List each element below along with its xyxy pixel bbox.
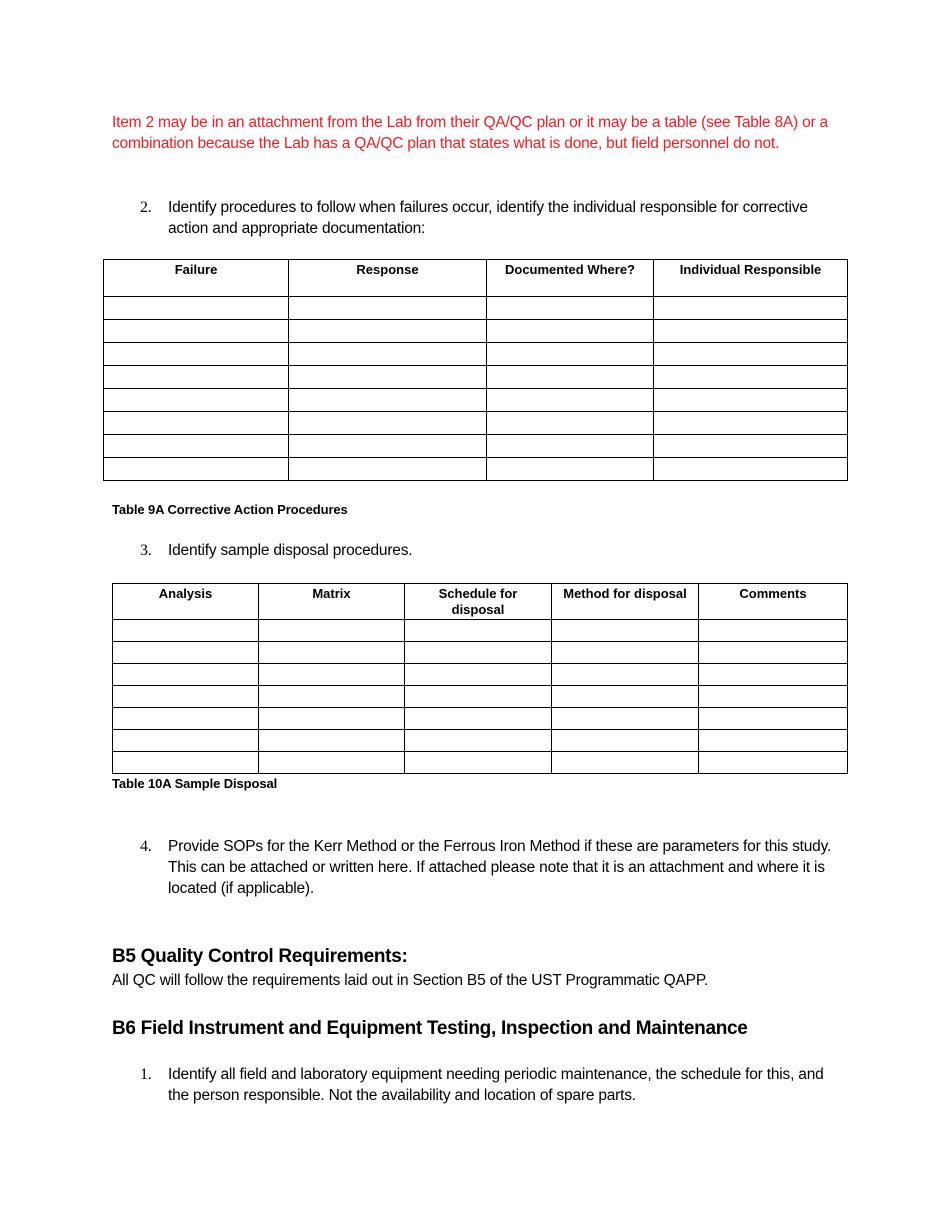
table-header: Individual Responsible — [654, 260, 848, 297]
table-row — [104, 412, 848, 435]
table-cell[interactable] — [259, 664, 405, 686]
table-cell[interactable] — [289, 366, 487, 389]
table-cell[interactable] — [104, 458, 289, 481]
table-row — [104, 343, 848, 366]
table-cell[interactable] — [113, 708, 259, 730]
list-text: Identify procedures to follow when failures occur, identify the individual responsible for corrective action and appropriate documentation: — [168, 199, 808, 237]
table-cell[interactable] — [487, 320, 654, 343]
instruction-note: Item 2 may be in an attachment from the Lab from their QA/QC plan or it may be a table (see Table 8A) or a combination because the Lab has a QA/QC plan that states what is done, but field personnel do not. — [112, 114, 828, 152]
table-row — [113, 642, 848, 664]
table-row — [113, 752, 848, 774]
list-number: 2. — [140, 199, 152, 216]
list-item-1 — [140, 1064, 840, 1106]
table-row — [104, 297, 848, 320]
table-cell[interactable] — [654, 435, 848, 458]
table-cell[interactable] — [405, 752, 552, 774]
table-cell[interactable] — [552, 686, 699, 708]
table-cell[interactable] — [113, 620, 259, 642]
table-cell[interactable] — [289, 412, 487, 435]
table-cell[interactable] — [113, 664, 259, 686]
list-text: Identify all field and laboratory equipment needing periodic maintenance, the schedule for this, and the person responsible. Not the availability and location of spare parts. — [168, 1066, 824, 1104]
section-heading-b6: B6 Field Instrument and Equipment Testing, Inspection and Maintenance — [112, 1018, 748, 1039]
table-cell[interactable] — [104, 435, 289, 458]
table-cell[interactable] — [113, 752, 259, 774]
table-cell[interactable] — [552, 752, 699, 774]
table-caption: Table 10A Sample Disposal — [112, 776, 278, 791]
corrective-action-table — [103, 259, 848, 481]
table-cell[interactable] — [104, 412, 289, 435]
table-cell[interactable] — [654, 343, 848, 366]
table-cell[interactable] — [259, 642, 405, 664]
table-row — [104, 320, 848, 343]
list-item-2 — [140, 197, 840, 239]
table-cell[interactable] — [104, 389, 289, 412]
list-number: 3. — [140, 542, 152, 559]
list-text: Provide SOPs for the Kerr Method or the Ferrous Iron Method if these are parameters for this study. This can be attached or written here. If attached please note that it is an attachment and where it is located (if applicable). — [168, 838, 832, 897]
table-cell[interactable] — [113, 642, 259, 664]
table-cell[interactable] — [699, 642, 848, 664]
table-row — [113, 664, 848, 686]
table-cell[interactable] — [104, 343, 289, 366]
table-cell[interactable] — [405, 664, 552, 686]
table-row — [113, 686, 848, 708]
table-cell[interactable] — [699, 664, 848, 686]
table-cell[interactable] — [487, 458, 654, 481]
list-item-4 — [140, 836, 840, 899]
table-cell[interactable] — [654, 412, 848, 435]
section-heading-b5: B5 Quality Control Requirements: — [112, 946, 408, 967]
table-header: Failure — [104, 260, 289, 297]
table-caption: Table 9A Corrective Action Procedures — [112, 502, 348, 517]
table-row — [104, 366, 848, 389]
table-cell[interactable] — [487, 412, 654, 435]
table-cell[interactable] — [654, 458, 848, 481]
table-cell[interactable] — [699, 708, 848, 730]
table-cell[interactable] — [552, 664, 699, 686]
table-cell[interactable] — [104, 320, 289, 343]
table-cell[interactable] — [113, 686, 259, 708]
table-cell[interactable] — [552, 708, 699, 730]
table-header: Method for disposal — [552, 584, 699, 620]
sample-disposal-table — [112, 583, 848, 774]
table-header: Analysis — [113, 584, 259, 620]
table-cell[interactable] — [487, 343, 654, 366]
table-cell[interactable] — [104, 297, 289, 320]
table-cell[interactable] — [487, 366, 654, 389]
list-number: 4. — [140, 838, 152, 855]
table-cell[interactable] — [104, 366, 289, 389]
table-cell[interactable] — [654, 389, 848, 412]
table-row — [104, 435, 848, 458]
table-cell[interactable] — [289, 389, 487, 412]
table-header: Documented Where? — [487, 260, 654, 297]
table-cell[interactable] — [654, 320, 848, 343]
table-cell[interactable] — [405, 620, 552, 642]
table-cell[interactable] — [699, 730, 848, 752]
table-cell[interactable] — [552, 642, 699, 664]
table-cell[interactable] — [289, 458, 487, 481]
table-row — [113, 708, 848, 730]
table-row — [104, 389, 848, 412]
table-cell[interactable] — [654, 366, 848, 389]
table-header: Comments — [699, 584, 848, 620]
table-cell[interactable] — [405, 642, 552, 664]
table-cell[interactable] — [405, 730, 552, 752]
list-text: Identify sample disposal procedures. — [168, 542, 413, 559]
table-cell[interactable] — [699, 686, 848, 708]
table-cell[interactable] — [699, 620, 848, 642]
table-header: Schedule for disposal — [405, 584, 552, 620]
table-cell[interactable] — [113, 730, 259, 752]
table-cell[interactable] — [487, 297, 654, 320]
table-header: Matrix — [259, 584, 405, 620]
list-item-3 — [140, 540, 840, 561]
table-cell[interactable] — [487, 389, 654, 412]
table-cell[interactable] — [259, 730, 405, 752]
table-cell[interactable] — [259, 686, 405, 708]
table-cell[interactable] — [289, 435, 487, 458]
list-number: 1. — [140, 1066, 152, 1083]
table-cell[interactable] — [259, 752, 405, 774]
table-cell[interactable] — [552, 620, 699, 642]
table-cell[interactable] — [259, 620, 405, 642]
table-cell[interactable] — [487, 435, 654, 458]
table-cell[interactable] — [405, 708, 552, 730]
table-cell[interactable] — [654, 297, 848, 320]
table-cell[interactable] — [289, 343, 487, 366]
table-cell[interactable] — [405, 686, 552, 708]
table-cell[interactable] — [289, 320, 487, 343]
section-text-b5: All QC will follow the requirements laid out in Section B5 of the UST Programmatic QAPP. — [112, 972, 709, 989]
table-cell[interactable] — [552, 730, 699, 752]
table-row — [113, 620, 848, 642]
table-cell[interactable] — [699, 752, 848, 774]
table-row — [104, 458, 848, 481]
table-header: Response — [289, 260, 487, 297]
table-cell[interactable] — [259, 708, 405, 730]
table-row — [113, 730, 848, 752]
table-cell[interactable] — [289, 297, 487, 320]
